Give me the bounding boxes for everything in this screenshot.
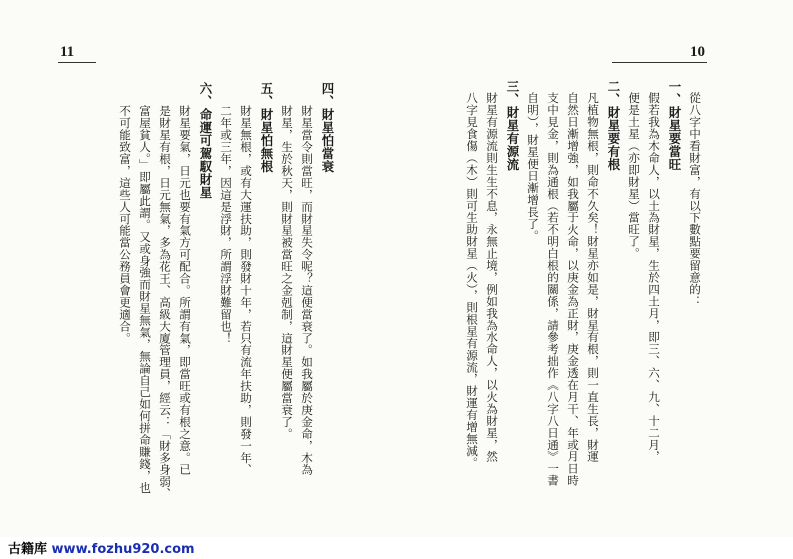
watermark-url: www.fozhu920.com	[51, 542, 195, 557]
text-column: 便是土星（亦即財星）當旺了。	[627, 92, 641, 260]
section-heading: 五、財星怕無根	[259, 82, 274, 173]
section-heading: 六、命運可駕馭財星	[198, 82, 213, 199]
right-page-number: 10	[690, 44, 705, 60]
text-column: 從八字中看財富，有以下數點要留意的：	[688, 92, 702, 308]
text-column: 財星，生於秋天，則財星被當旺之金剋制，這財星便屬當衰了。	[280, 105, 294, 440]
text-column: 財星無根，或有大運扶助，則發財十年，若只有流年扶助，則發一年、	[239, 105, 253, 476]
text-column: 財星有源流則生生不息，永無止境，例如我為水命人，以火為財星，然	[485, 92, 499, 463]
text-column: 支中見金，則為通根（若不明白根的關係，請參考拙作《八字八日通》一書	[546, 92, 560, 487]
text-column: 富屋貧人。」即屬此謂。又或身強而財星無氣，無論自己如何拼命賺錢，也	[138, 105, 152, 494]
left-header-rule	[58, 62, 96, 63]
section-heading: 四、財星怕當衰	[320, 82, 335, 173]
text-column: 假若我為木命人，以土為財星，生於四土月，即三、六、九、十二月，	[647, 92, 661, 463]
text-column: 財星要氣，日元也要有氣方可配合。所謂有氣，即當旺或有根之意。已	[178, 105, 192, 476]
section-heading: 三、財星有源流	[505, 80, 520, 171]
section-heading: 一、財星要當旺	[667, 80, 682, 171]
text-column: 二年或三年，因這是浮財，所謂浮財難留也！	[219, 105, 233, 344]
text-column: 自明），財星便日漸增長了。	[526, 92, 540, 242]
watermark-footer	[0, 537, 793, 559]
text-column: 是財星有根，日元無氣，多為花王、高級大廈管理員，經云：「財多身弱、	[158, 105, 172, 500]
text-column: 不可能致富，這些人可能當公務員會更適合。	[118, 105, 132, 344]
text-column: 八字見食傷（木）則可生助財星（火），則根星有源流，財運有增無減。	[465, 92, 479, 469]
text-column: 財星當令則當旺，而財星失令呢？這便當衰了。如我屬於庚金命，木為	[300, 105, 314, 476]
right-header-rule	[612, 62, 707, 63]
watermark-site-name: 古籍库	[8, 542, 48, 557]
section-heading: 二、財星要有根	[606, 80, 621, 171]
text-column: 自然日漸增強，如我屬于火命，以庚金為正財，庚金透在月干、年或月日時	[566, 92, 580, 487]
left-page-number: 11	[60, 44, 75, 60]
text-column: 凡植物無根，則命不久矣！財星亦如是，財星有根，則一直生長，財運	[586, 92, 600, 463]
